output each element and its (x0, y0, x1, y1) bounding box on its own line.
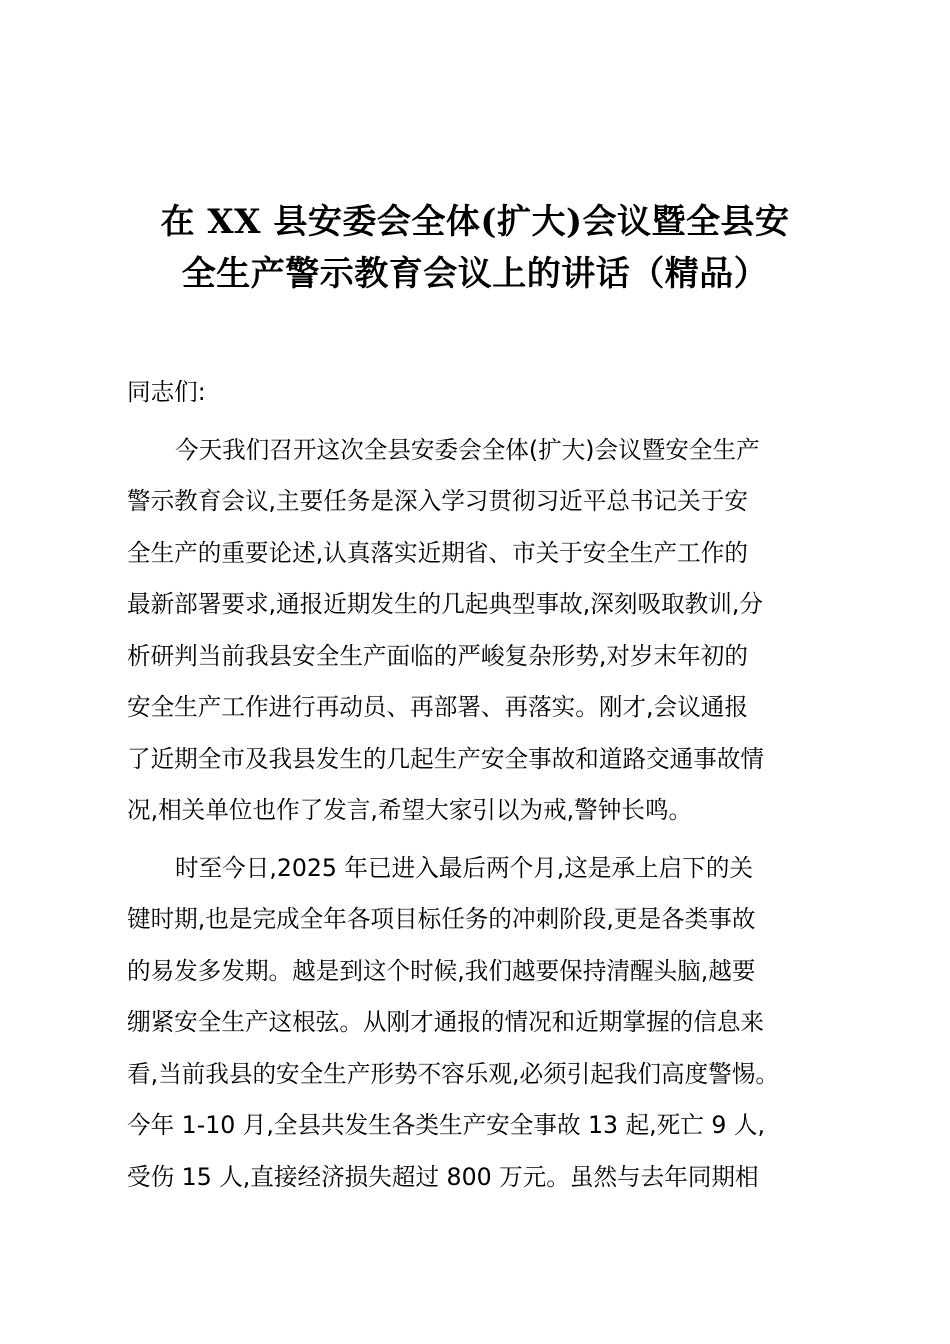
paragraph-1 (127, 425, 833, 837)
paragraph-line: 况,相关单位也作了发言,希望大家引以为戒,警钟长鸣。 (127, 796, 693, 824)
title-line: 全生产警示教育会议上的讲话（精品） (181, 254, 769, 294)
paragraph-line: 最新部署要求,通报近期发生的几起典型事故,深刻吸取教训,分 (127, 590, 763, 618)
paragraph-line: 安全生产工作进行再动员、再部署、再落实。刚才,会议通报 (127, 693, 748, 721)
paragraph-line: 了近期全市及我县发生的几起生产安全事故和道路交通事故情 (127, 744, 765, 773)
document-body (127, 367, 833, 1203)
paragraph-line: 绷紧安全生产这根弦。从刚才通报的情况和近期掌握的信息来 (127, 1008, 765, 1036)
paragraph-line: 全生产的重要论述,认真落实近期省、市关于安全生产工作的 (127, 538, 748, 567)
paragraph-line: 看,当前我县的安全生产形势不容乐观,必须引起我们高度警惕。 (127, 1059, 780, 1088)
paragraph-line: 今年 1-10 月,全县共发生各类生产安全事故 13 起,死亡 9 人, (127, 1111, 765, 1139)
paragraph-line: 受伤 15 人,直接经济损失超过 800 万元。虽然与去年同期相 (127, 1162, 759, 1191)
paragraph-line: 的易发多发期。越是到这个时候,我们越要保持清醒头脑,越要 (127, 956, 756, 985)
paragraph-line: 键时期,也是完成全年各项目标任务的冲刺阶段,更是各类事故 (127, 905, 756, 933)
paragraph-line: 警示教育会议,主要任务是深入学习贯彻习近平总书记关于安 (127, 487, 748, 515)
paragraph-line: 析研判当前我县安全生产面临的严峻复杂形势,对岁末年初的 (127, 641, 748, 670)
paragraph-line: 今天我们召开这次全县安委会全体(扩大)会议暨安全生产 (175, 435, 760, 464)
document-title (110, 196, 840, 300)
title-line: 在 XX 县安委会全体(扩大)会议暨全县安 (160, 202, 790, 242)
paragraph-2 (127, 843, 833, 1204)
salutation: 同志们: (127, 378, 206, 406)
paragraph-line: 时至今日,2025 年已进入最后两个月,这是承上启下的关 (175, 853, 754, 882)
